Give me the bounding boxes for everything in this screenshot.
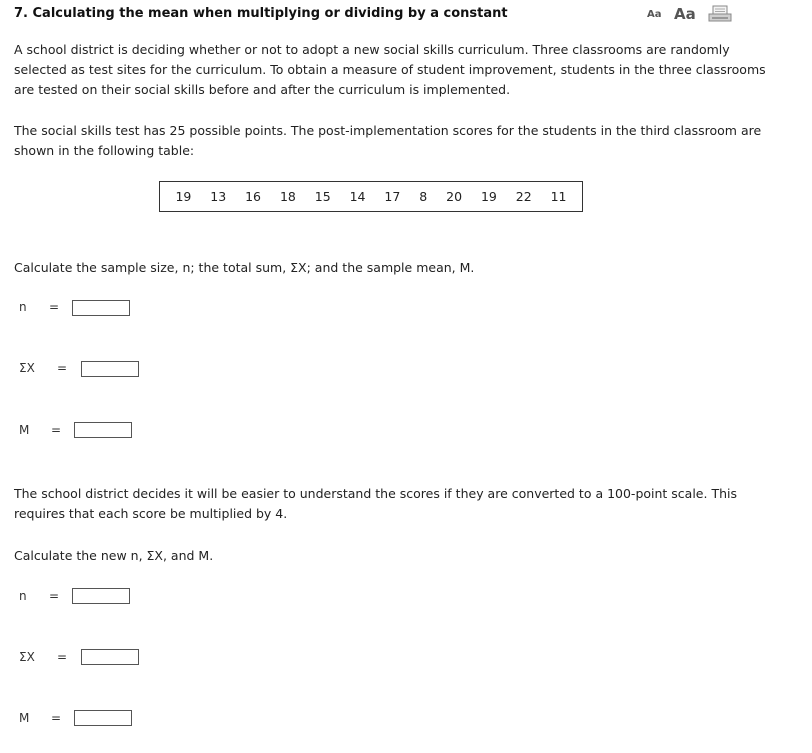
score-cell: 22: [515, 189, 532, 204]
score-cell: 20: [446, 189, 463, 204]
sum-input[interactable]: [81, 361, 139, 377]
printer-icon[interactable]: [708, 5, 732, 23]
score-cell: 8: [419, 189, 428, 204]
table-description: The social skills test has 25 possible points. The post-implementation scores for the students in the third classroom are shown in the following table:: [14, 123, 762, 158]
score-cell: 14: [349, 189, 366, 204]
new-mean-input[interactable]: [74, 710, 132, 726]
new-n-input[interactable]: [72, 588, 130, 604]
intro-paragraph: A school district is deciding whether or not to adopt a new social skills curriculum. Three classrooms are randomly selected as test sites for the curriculum. To obtain a measure of student improvement, students in the three classrooms are tested on their social skills before and after the curriculum is implemented.: [14, 42, 766, 97]
score-cell: 13: [210, 189, 227, 204]
mean-label: M: [19, 423, 30, 437]
equals-sign: =: [57, 650, 68, 664]
score-cell: 19: [480, 189, 497, 204]
part2-prompt: Calculate the new n, ΣX, and M.: [14, 548, 214, 563]
question-title: 7. Calculating the mean when multiplying or dividing by a constant: [14, 6, 508, 21]
equals-sign: =: [49, 300, 60, 314]
score-table: [159, 181, 583, 212]
score-cell: 15: [314, 189, 331, 204]
score-cell: 11: [550, 189, 567, 204]
n-input[interactable]: [72, 300, 130, 316]
new-mean-label: M: [19, 711, 30, 725]
mean-input[interactable]: [74, 422, 132, 438]
score-cell: 19: [175, 189, 192, 204]
equals-sign: =: [51, 711, 62, 725]
score-cell: 16: [245, 189, 262, 204]
sum-label: ΣX: [19, 361, 35, 375]
equals-sign: =: [57, 361, 68, 375]
new-sum-label: ΣX: [19, 650, 35, 664]
part1-prompt: Calculate the sample size, n; the total sum, ΣX; and the sample mean, M.: [14, 260, 475, 275]
font-size-small-button[interactable]: Aa: [647, 9, 662, 20]
score-cell: 17: [384, 189, 401, 204]
new-n-label: n: [19, 589, 27, 603]
new-sum-input[interactable]: [81, 649, 139, 665]
font-size-large-button[interactable]: Aa: [674, 5, 696, 23]
equals-sign: =: [51, 423, 62, 437]
conversion-paragraph: The school district decides it will be easier to understand the scores if they are converted to a 100-point scale. This requires that each score be multiplied by 4.: [14, 486, 737, 521]
score-cell: 18: [279, 189, 296, 204]
n-label: n: [19, 300, 27, 314]
equals-sign: =: [49, 589, 60, 603]
